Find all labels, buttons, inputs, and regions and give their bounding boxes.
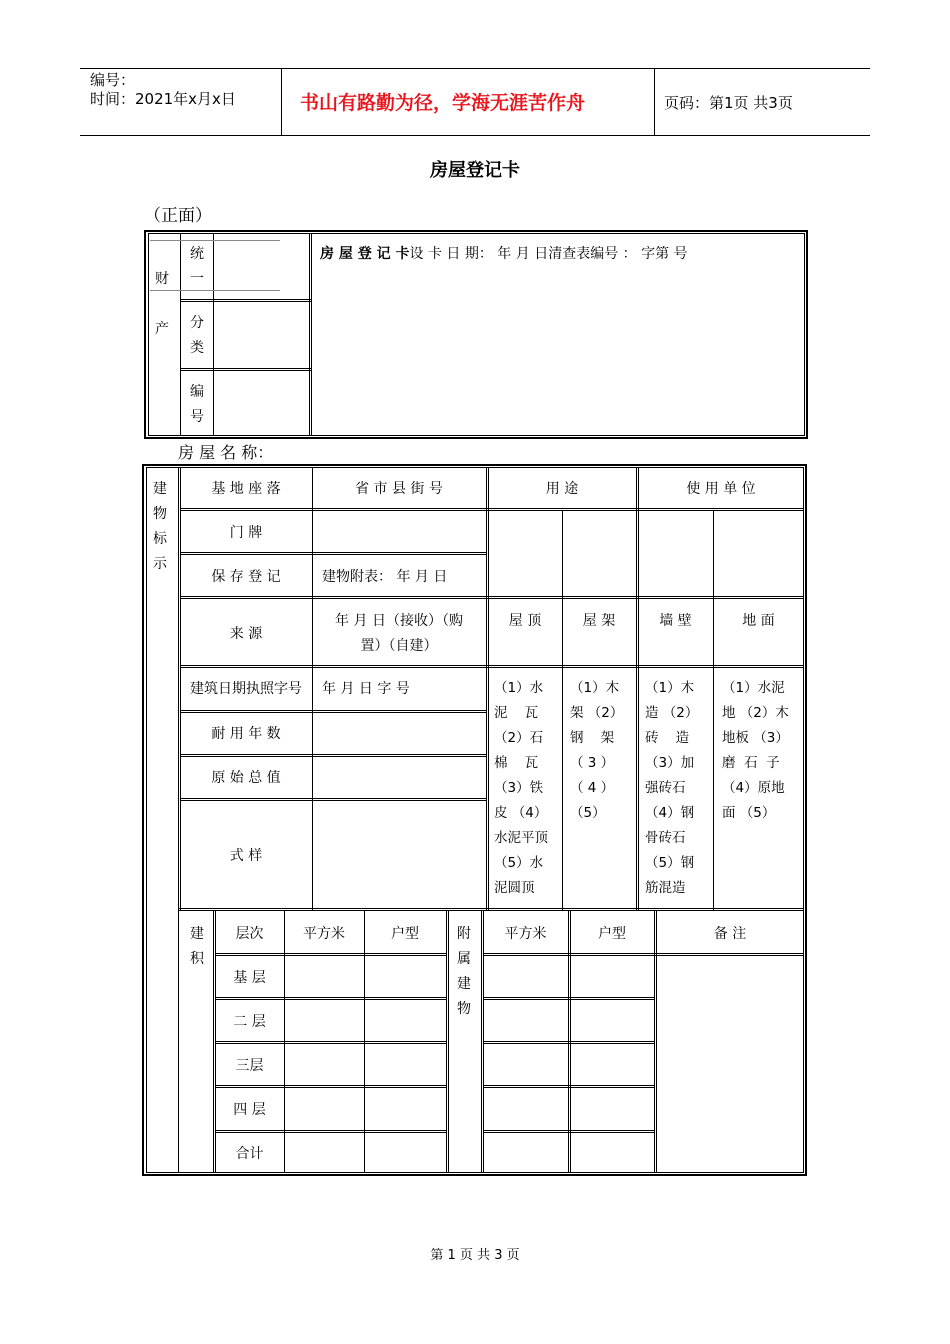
wall-option-line: （1）木 [645,680,695,696]
attached-label-3: 建 [457,976,471,992]
area-col-1 [213,910,214,1173]
unify-label-2: 一 [190,271,204,287]
asset-thin-rule-mid [150,290,280,291]
row-rule-3 [180,596,804,597]
level-row-second: 二 层 [233,1014,266,1030]
area-row-5r [483,1130,654,1131]
area-row-2r [483,997,654,998]
row-rule-2b [180,554,486,555]
roof-header: 屋 顶 [508,613,542,629]
area-row-3rb [483,1043,654,1044]
floor-header: 地 面 [742,613,775,629]
wall-option-line: 砖 造 [645,730,690,746]
building-section-2: 物 [153,506,167,522]
col-rule-e2 [638,467,639,910]
row-rule-2 [180,552,486,553]
asset-row-rule-2 [180,368,311,369]
area-row-3r [483,1041,654,1042]
page-title: 房屋登记卡 [430,160,520,181]
asset-row-rule-1 [180,299,311,300]
roof-option-line: 泥 瓦 [494,705,539,721]
area-row-4 [215,1085,446,1086]
card-set-date: 设 卡 日 期： 年 月 日清查表编号 ： 字第 号 [409,246,688,262]
asset-divider-2 [213,233,214,436]
source-value-1: 年 月 日（接收）（购 [335,613,463,629]
header-divider-left [281,68,282,135]
durable-years-label: 耐 用 年 数 [211,726,281,742]
row-rule-8b [178,910,804,911]
area-row-5b [215,1132,446,1133]
area-row-2 [215,997,446,998]
level-row-base: 基 层 [233,970,266,986]
page-footer: 第 1 页 共 3 页 [430,1248,520,1263]
area-row-1 [215,953,446,954]
wall-option-line: 造 （2） [645,705,699,721]
row-rule-8 [178,908,804,909]
building-section-3: 标 [153,531,167,547]
wall-option-line: 筋混造 [645,880,686,896]
area-row-2rb [483,999,654,1000]
unit-type-header: 户型 [391,926,419,942]
attached-label-1: 附 [457,926,471,942]
header-motto: 书山有路勤为径，学海无涯苦作舟 [300,92,586,114]
asset-divider-3 [311,233,312,436]
floor-option-line: （1）水泥 [722,680,785,696]
roof-option-line: （3）铁 [494,780,544,796]
build-date-license-label: 建筑日期执照字号 [190,681,302,697]
frame-option-line: （5） [570,805,606,821]
wall-header: 墙 壁 [659,613,692,629]
document-time-label: 时间：2021年x月x日 [90,90,236,108]
document-number-label: 编号： [90,71,136,89]
col-rule-d [562,510,563,910]
roof-option-line: （5）水 [494,855,544,871]
row-rule-5b [180,712,486,713]
row-rule-4 [180,665,804,666]
floor-option-line: 地板 （3） [722,730,789,746]
usage-header: 用 途 [545,481,579,497]
asset-label-chan: 产 [155,321,169,337]
door-plate-label: 门 牌 [229,525,263,541]
row-rule-4b [180,667,804,668]
area-row-4rb [483,1087,654,1088]
row-rule-6b [180,756,486,757]
area-row-5rb [483,1132,654,1133]
row-rule-7b [180,800,486,801]
row-rule-6 [180,754,486,755]
roof-option-line: 水泥平顶 [494,830,548,846]
wall-options [645,676,707,901]
roof-frame-header: 屋 架 [582,613,616,629]
building-section-1: 建 [153,481,167,497]
asset-label-cai: 财 [155,271,169,287]
attached-label-4: 物 [457,1001,471,1017]
card-info-line [320,247,688,261]
asset-box-inner [148,233,805,436]
frame-option-line: （ 3 ） [570,755,615,771]
area-row-5 [215,1130,446,1131]
card-title-inline: 房 屋 登 记 卡 [320,246,410,262]
header-bottom-rule [80,135,870,136]
area-col-7b [656,910,657,1173]
wall-option-line: （5）钢 [645,855,695,871]
asset-divider-3b [309,233,310,436]
row-rule-7 [180,798,486,799]
attached-sqm-header: 平方米 [504,926,547,942]
original-value-label: 原 始 总 值 [211,770,281,786]
row-rule-3b [180,598,804,599]
frame-option-line: （ 4 ） [570,780,615,796]
number-label-2: 号 [190,409,204,425]
base-location-header: 基 地 座 落 [211,481,281,497]
number-label-1: 编 [190,384,204,400]
address-header: 省 市 县 街 号 [355,481,443,497]
area-row-1b [215,955,446,956]
roof-option-line: 泥圆顶 [494,880,535,896]
annex-table-value: 建物附表： 年 月 日 [322,569,448,585]
frame-option-line: 钢 架 [570,730,615,746]
wall-option-line: 骨砖石 [645,830,686,846]
row-rule-5 [180,710,486,711]
level-header: 层次 [235,926,264,942]
roof-frame-options [570,676,632,826]
row-rule-1b [180,510,804,511]
level-row-third: 三层 [235,1058,264,1074]
asset-row-rule-2b [180,370,311,371]
remarks-header: 备 注 [713,926,747,942]
wall-option-line: （4）钢 [645,805,695,821]
row-rule-1 [180,508,804,509]
frame-option-line: 架 （2） [570,705,624,721]
area-row-4b [215,1087,446,1088]
wall-option-line: 强砖石 [645,780,686,796]
area-row-3 [215,1041,446,1042]
area-label-1: 建 [190,926,204,942]
floor-option-line: 磨 石 子 [722,755,780,771]
build-date-value: 年 月 日 字 号 [322,681,410,697]
area-row-1rb [483,955,804,956]
floor-option-line: （4）原地 [722,780,785,796]
floor-option-line: 地 （2）木 [722,705,789,721]
roof-option-line: 棉 瓦 [494,755,539,771]
page-number-label: 页码：第1页 共3页 [664,94,793,112]
level-row-fourth: 四 层 [233,1102,266,1118]
building-section-4: 示 [153,556,167,572]
col-rule-c [486,467,487,910]
header-top-rule [80,68,870,69]
area-col-4 [446,910,447,1173]
area-col-7 [654,910,655,1173]
attached-type-header: 户型 [598,926,626,942]
unify-label-1: 统 [190,246,204,262]
floor-options [722,676,800,826]
header-divider-right [654,68,655,135]
area-label-2: 积 [190,951,204,967]
area-row-3b [215,1043,446,1044]
category-label-1: 分 [190,315,204,331]
col-rule-e [636,467,637,910]
roof-option-line: （1）水 [494,680,544,696]
sqm-header: 平方米 [303,926,345,942]
category-label-2: 类 [190,340,204,356]
user-unit-header: 使 用 单 位 [686,481,756,497]
floor-option-line: 面 （5） [722,805,776,821]
area-col-5 [481,910,482,1173]
area-col-4b [448,910,449,1173]
roof-option-line: 皮 （4） [494,805,548,821]
frame-option-line: （1）木 [570,680,620,696]
col-rule-a [178,467,179,1173]
source-label: 来 源 [229,626,263,642]
wall-option-line: （3）加 [645,755,695,771]
asset-thin-rule-top [150,240,280,241]
area-row-4r [483,1085,654,1086]
col-rule-b [312,467,313,910]
roof-option-line: （2）石 [494,730,544,746]
col-rule-c2 [488,467,489,910]
preserve-register-label: 保 存 登 记 [211,569,281,585]
attached-label-2: 属 [457,951,471,967]
source-value-2: 置）（自建） [360,638,438,654]
area-row-2b [215,999,446,1000]
col-rule-f [713,510,714,910]
roof-options [494,676,556,901]
side-label: （正面） [144,206,212,226]
asset-row-rule-1b [180,301,311,302]
area-row-1r [483,953,804,954]
house-name-label: 房 屋 名 称： [178,443,274,462]
asset-divider-1 [180,233,181,436]
style-label: 式 样 [229,848,263,864]
level-row-total: 合计 [235,1146,264,1162]
